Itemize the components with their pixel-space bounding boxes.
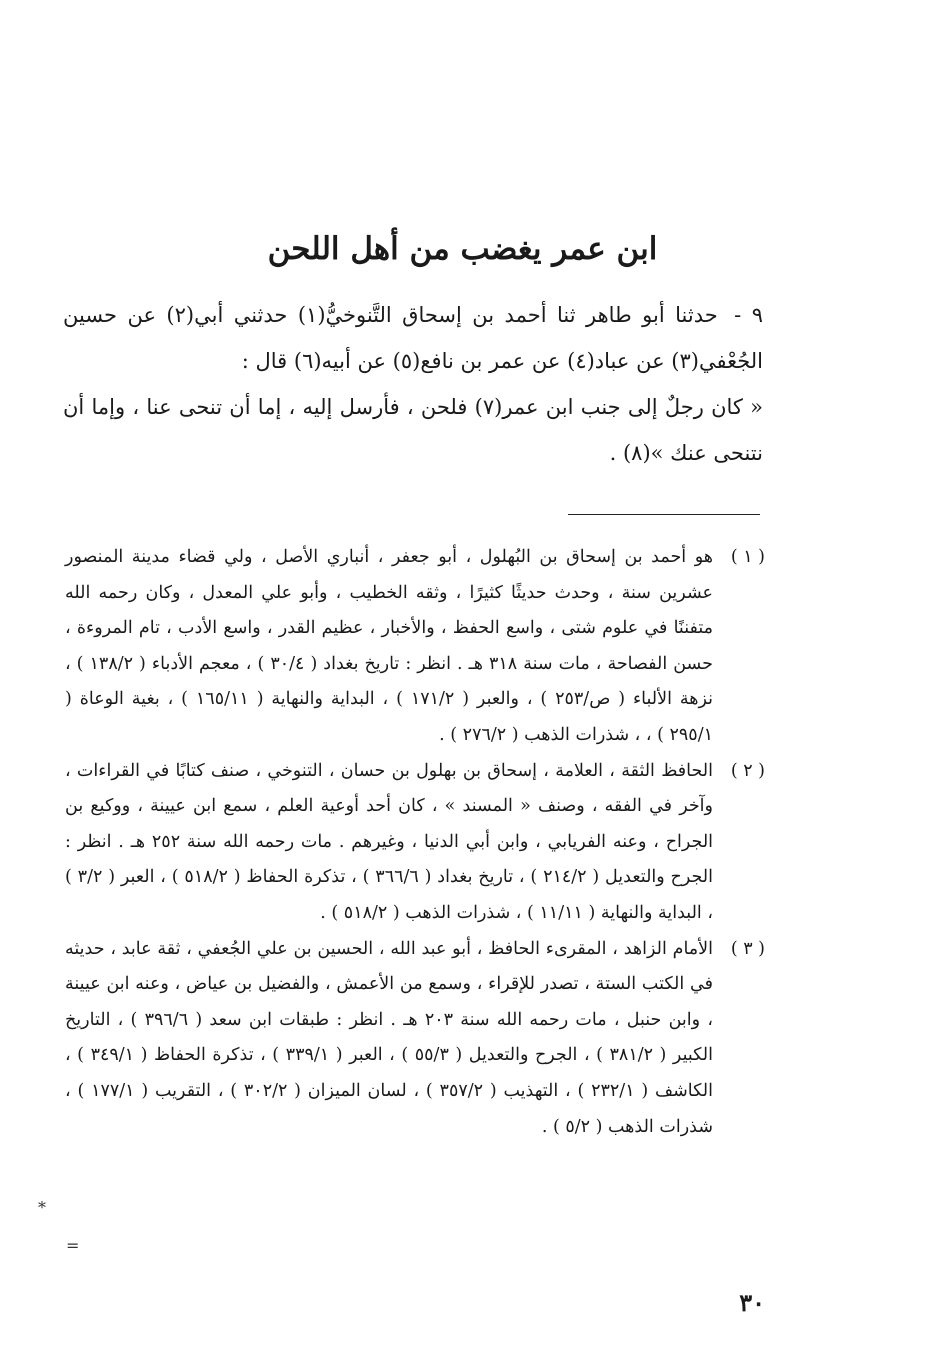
hadith-paragraph bbox=[63, 292, 763, 384]
footnote-text: الحافظ الثقة ، العلامة ، إسحاق بن بهلول بن حسان ، التنوخي ، صنف كتابًا في القراءات ، وآخر في الفقه ، وصنف « المسند » ، كان أحد أوعية العلم ، سمع ابن عيينة ، ووكيع بن الجراح ، وعنه الفريابي ، وابن أبي الدنيا ، وغيرهم . مات رحمه الله سنة ٢٥٢ هـ . انظر : الجرح والتعديل ( ٢١٤/٢ ) ، تاريخ بغداد ( ٣٦٦/٦ ) ، تذكرة الحفاظ ( ٥١٨/٢ ) ، العبر ( ٣/٢ ) ، البداية والنهاية ( ١١/١١ ) ، شذرات الذهب ( ٥١٨/٢ ) . bbox=[65, 760, 714, 923]
margin-star-mark: * bbox=[38, 1198, 46, 1217]
footnote-separator bbox=[568, 514, 760, 515]
footnote-number: ( ١ ) bbox=[730, 547, 765, 567]
footnote-text: هو أحمد بن إسحاق بن البُهلول ، أبو جعفر ، أنباري الأصل ، ولي قضاء مدينة المنصور عشرين سنة ، وحدث حديثًا كثيرًا ، وثقه الخطيب ، وأبو علي المعدل ، وكان رحمه الله متفننًا في علوم شتى ، واسع الحفظ ، والأخبار ، عظيم القدر ، واسع الأدب ، تام المروءة ، حسن الفصاحة ، مات سنة ٣١٨ هـ . انظر : تاريخ بغداد ( ٣٠/٤ ) ، معجم الأدباء ( ١٣٨/٢ ) ، نزهة الألباء ( ص/٢٥٣ ) ، والعبر ( ١٧١/٢ ) ، البداية والنهاية ( ١٦٥/١١ ) ، بغية الوعاة ( ٢٩٥/١ ) ، ، شذرات الذهب ( ٢٧٦/٢ ) . bbox=[65, 547, 713, 745]
chapter-title: ابن عمر يغضب من أهل اللحن bbox=[267, 230, 658, 267]
footnote-number: ( ٣ ) bbox=[730, 938, 765, 959]
footnote-text: الأمام الزاهد ، المقرىء الحافظ ، أبو عبد الله ، الحسين بن علي الجُعفي ، ثقة عابد ، حديثه في الكتب الستة ، تصدر للإقراء ، وسمع من الأعمش ، والفضيل بن عياض ، وعنه ابن عيينة ، وابن حنبل ، مات رحمه الله سنة ٢٠٣ هـ . انظر : طبقات ابن سعد ( ٣٩٦/٦ ) ، التاريخ الكبير ( ٣٨١/٢ ) ، الجرح والتعديل ( ٥٥/٣ ) ، العبر ( ٣٣٩/١ ) ، تذكرة الحفاظ ( ٣٤٩/١ ) ، الكاشف ( ٢٣٢/١ ) ، التهذيب ( ٣٥٧/٢ ) ، لسان الميزان ( ٣٠٢/٢ ) ، التقريب ( ١٧٧/١ ) ، شذرات الذهب ( ٥/٢ ) . bbox=[65, 938, 713, 1137]
main-text bbox=[63, 292, 763, 476]
page-number: ٣٠ bbox=[739, 1288, 765, 1317]
footnote-1 bbox=[65, 540, 765, 754]
footnote-3 bbox=[65, 932, 765, 1146]
margin-equals-mark: = bbox=[66, 1236, 80, 1255]
hadith-isnad: حدثنا أبو طاهر ثنا أحمد بن إسحاق التَّنوخيُّ(١) حدثني أبي(٢) عن حسين الجُعْفي(٣) عن عباد(٤) عن عمر بن نافع(٥) عن أبيه(٦) قال : bbox=[63, 303, 763, 373]
footnote-number: ( ٢ ) bbox=[730, 760, 765, 781]
hadith-number: ٩ - bbox=[734, 303, 763, 327]
footnotes bbox=[65, 540, 765, 1145]
hadith-matn: « كان رجلٌ إلى جنب ابن عمر(٧) فلحن ، فأرسل إليه ، إما أن تنحى عنا ، وإما أن نتنحى عنك »(٨) . bbox=[63, 395, 763, 465]
footnote-2 bbox=[65, 754, 765, 932]
